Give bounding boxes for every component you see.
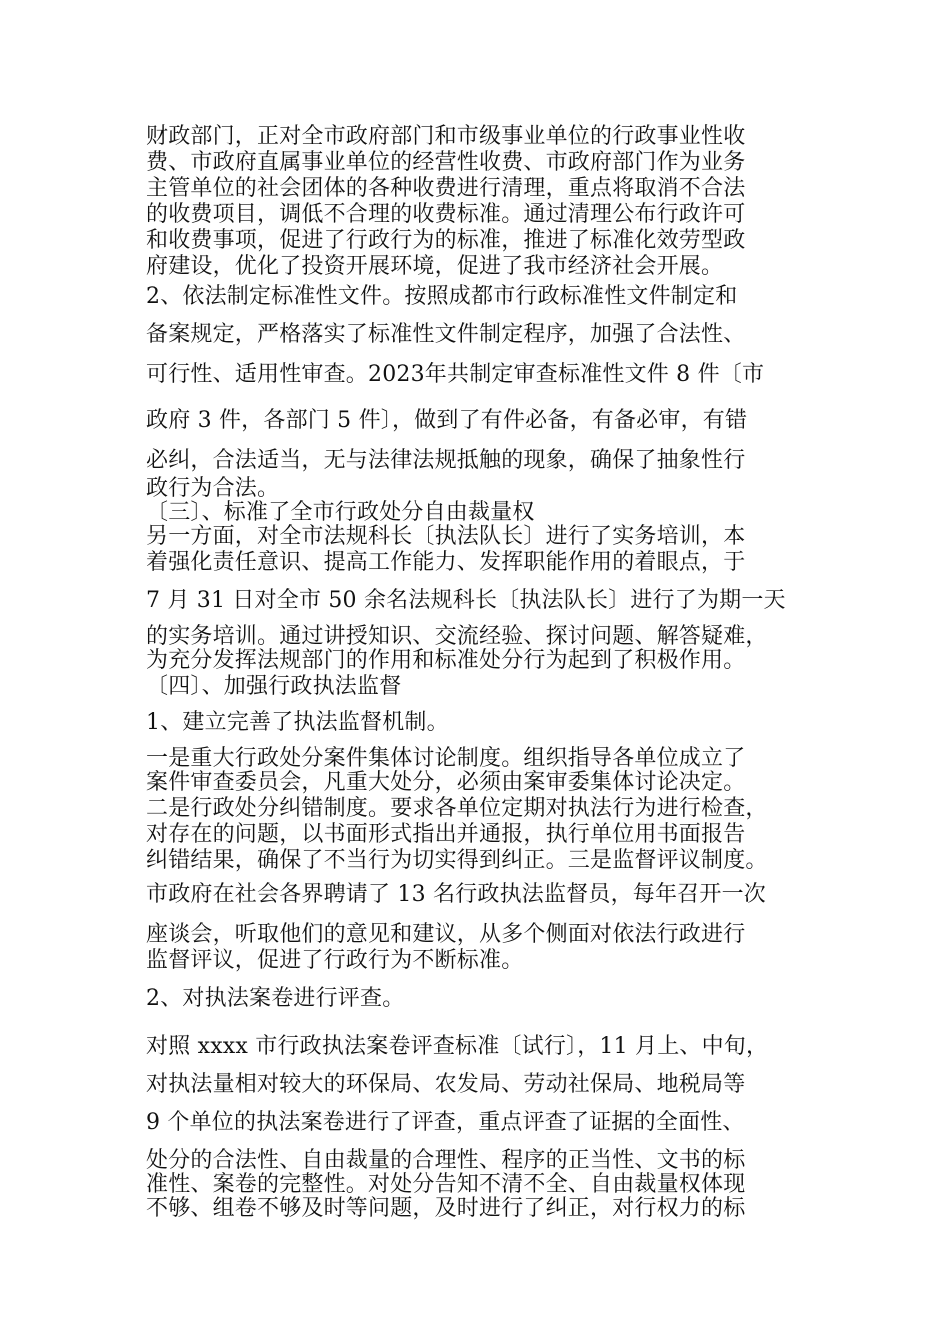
text-line: 2、依法制定标准性文件。按照成都市行政标准性文件制定和 bbox=[146, 284, 738, 309]
text-line: 政府 3 件，各部门 5 件〕，做到了有件必备，有备必审，有错 bbox=[146, 408, 748, 433]
text-line: 案件审查委员会，凡重大处分，必须由案审委集体讨论决定。 bbox=[146, 770, 746, 795]
text-line: 对执法量相对较大的环保局、农发局、劳动社保局、地税局等 bbox=[146, 1072, 746, 1097]
text-line: 为充分发挥法规部门的作用和标准处分行为起到了积极作用。 bbox=[146, 648, 746, 673]
text-line: 不够、组卷不够及时等问题，及时进行了纠正，对行权力的标 bbox=[146, 1196, 746, 1221]
text-line: 1、建立完善了执法监督机制。 bbox=[146, 710, 449, 735]
text-line: 一是重大行政处分案件集体讨论制度。组织指导各单位成立了 bbox=[146, 746, 746, 771]
text-line: 和收费事项，促进了行政行为的标准，推进了标准化效劳型政 bbox=[146, 228, 746, 253]
text-line: 财政部门，正对全市政府部门和市级事业单位的行政事业性收 bbox=[146, 124, 746, 149]
text-line: 座谈会，听取他们的意见和建议，从多个侧面对依法行政进行 bbox=[146, 922, 746, 947]
text-line: 纠错结果，确保了不当行为切实得到纠正。三是监督评议制度。 bbox=[146, 848, 768, 873]
text-line: 对存在的问题，以书面形式指出并通报，执行单位用书面报告 bbox=[146, 822, 746, 847]
text-line: 另一方面，对全市法规科长〔执法队长〕进行了实务培训，本 bbox=[146, 524, 746, 549]
text-line: 的收费项目，调低不合理的收费标准。通过清理公布行政许可 bbox=[146, 202, 746, 227]
section-heading: 〔三〕、标准了全市行政处分自由裁量权 bbox=[146, 500, 535, 525]
text-line: 监督评议，促进了行政行为不断标准。 bbox=[146, 948, 524, 973]
text-line: 政行为合法。 bbox=[146, 476, 280, 501]
text-line: 准性、案卷的完整性。对处分告知不清不全、自由裁量权体现 bbox=[146, 1172, 746, 1197]
text-line: 着强化责任意识、提高工作能力、发挥职能作用的着眼点，于 bbox=[146, 550, 746, 575]
text-line: 主管单位的社会团体的各种收费进行清理，重点将取消不合法 bbox=[146, 176, 746, 201]
text-line: 处分的合法性、自由裁量的合理性、程序的正当性、文书的标 bbox=[146, 1148, 746, 1173]
text-line: 二是行政处分纠错制度。要求各单位定期对执法行为进行检查， bbox=[146, 796, 768, 821]
text-line: 对照 xxxx 市行政执法案卷评查标准〔试行〕，11 月上、中旬， bbox=[146, 1034, 769, 1059]
text-line: 府建设，优化了投资开展环境，促进了我市经济社会开展。 bbox=[146, 254, 724, 279]
text-line: 的实务培训。通过讲授知识、交流经验、探讨问题、解答疑难， bbox=[146, 624, 768, 649]
text-line: 可行性、适用性审查。2023年共制定审查标准性文件 8 件〔市 bbox=[146, 362, 765, 387]
text-line: 费、市政府直属事业单位的经营性收费、市政府部门作为业务 bbox=[146, 150, 746, 175]
section-heading: 〔四〕、加强行政执法监督 bbox=[146, 674, 402, 699]
text-line: 2、对执法案卷进行评查。 bbox=[146, 986, 405, 1011]
text-line: 市政府在社会各界聘请了 13 名行政执法监督员，每年召开一次 bbox=[146, 882, 766, 907]
text-line: 必纠，合法适当，无与法律法规抵触的现象，确保了抽象性行 bbox=[146, 448, 746, 473]
text-line: 7 月 31 日对全市 50 余名法规科长〔执法队长〕进行了为期一天 bbox=[146, 588, 786, 613]
text-line: 9 个单位的执法案卷进行了评查，重点评查了证据的全面性、 bbox=[146, 1110, 745, 1135]
text-line: 备案规定，严格落实了标准性文件制定程序，加强了合法性、 bbox=[146, 322, 746, 347]
